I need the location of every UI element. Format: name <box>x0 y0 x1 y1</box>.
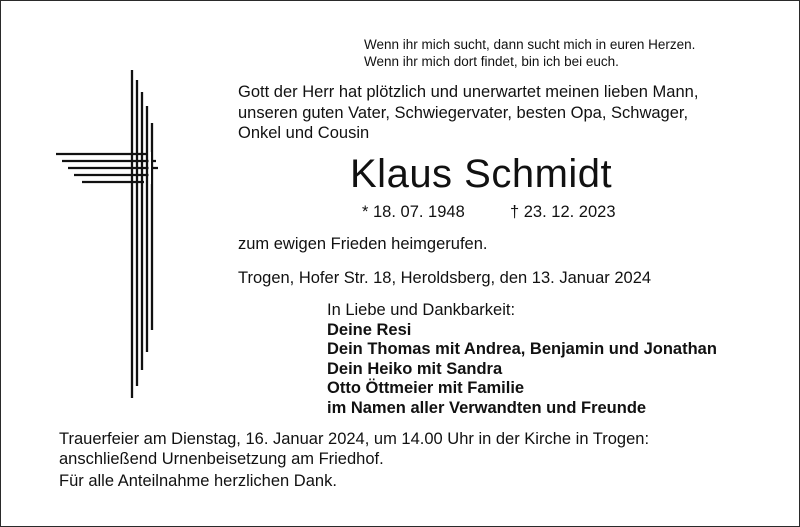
deceased-name: Klaus Schmidt <box>350 152 613 196</box>
mourner-name: Otto Öttmeier mit Familie <box>327 379 525 397</box>
intro-line-3: Onkel und Cousin <box>238 124 370 142</box>
mourners-heading: In Liebe und Dankbarkeit: <box>327 301 516 319</box>
intro-line-2: unseren guten Vater, Schwiegervater, besten Opa, Schwager, <box>238 103 689 122</box>
mourner-name: im Namen aller Verwandten und Freunde <box>327 398 647 417</box>
mourner-name: Dein Thomas mit Andrea, Benjamin und Jonathan <box>327 340 717 358</box>
intro-line-1: Gott der Herr hat plötzlich und unerwartet meinen lieben Mann, <box>238 83 699 101</box>
place-date-line: Trogen, Hofer Str. 18, Heroldsberg, den 13. Januar 2024 <box>238 269 652 287</box>
mourners-block <box>327 301 717 418</box>
birth-date: * 18. 07. 1948 <box>362 203 465 221</box>
mourner-name: Deine Resi <box>327 320 412 339</box>
service-line-1: Trauerfeier am Dienstag, 16. Januar 2024, um 14.00 Uhr in der Kirche in Trogen: <box>59 430 650 448</box>
cross-icon <box>52 68 162 400</box>
thanks-line: Für alle Anteilnahme herzlichen Dank. <box>59 472 337 490</box>
peace-line: zum ewigen Frieden heimgerufen. <box>238 235 488 253</box>
motto-line-2: Wenn ihr mich dort findet, bin ich bei euch. <box>364 54 619 69</box>
mourner-name: Dein Heiko mit Sandra <box>327 359 503 378</box>
motto-line-1: Wenn ihr mich sucht, dann sucht mich in euren Herzen. <box>364 37 696 52</box>
service-line-2: anschließend Urnenbeisetzung am Friedhof. <box>59 450 384 468</box>
death-date: † 23. 12. 2023 <box>510 203 616 221</box>
